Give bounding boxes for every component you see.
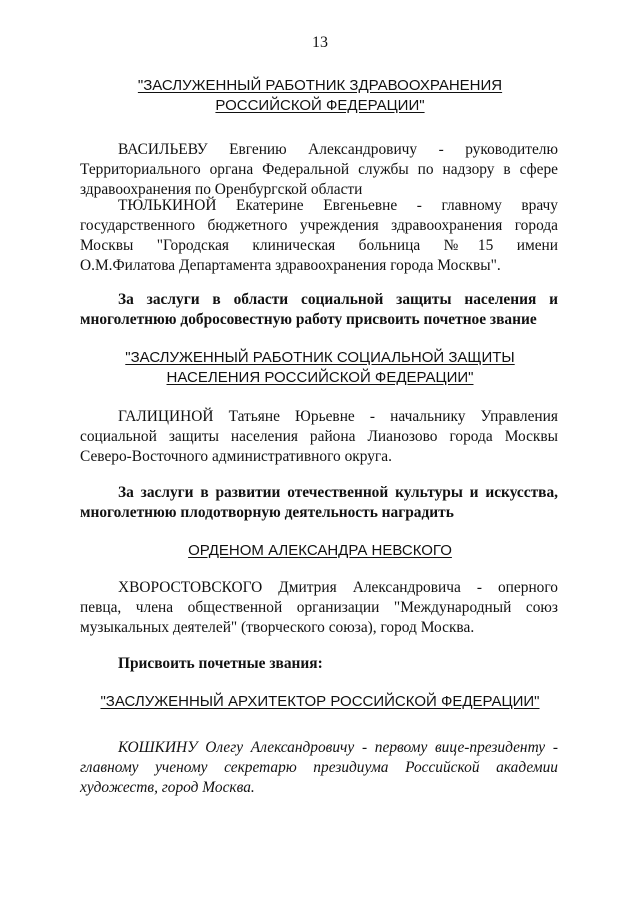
title-honored-architect: [70, 692, 570, 712]
heading-line: РОССИЙСКОЙ ФЕДЕРАЦИИ": [215, 97, 425, 114]
intro-social-protection: [80, 290, 558, 330]
text-line: Москвы "Городская клиническая больница №15 имени: [80, 237, 558, 254]
intro-honorary-titles: [80, 654, 558, 674]
page-number: 13: [312, 34, 328, 51]
text-line: За заслуги в развитии отечественной культуры и искусства,: [118, 484, 558, 501]
text-line: ХВОРОСТОВСКОГО Дмитрия Александровича - оперного: [118, 579, 558, 596]
text-line: здравоохранения по Оренбургской области: [80, 181, 363, 198]
text-line: многолетнюю добросовестную работу присвоить почетное звание: [80, 311, 537, 328]
intro-culture: [80, 483, 558, 523]
title-order-alexander-nevsky: [100, 541, 540, 561]
text-line: ВАСИЛЬЕВУ Евгению Александровичу - руководителю: [118, 141, 558, 158]
text-line: музыкальных деятелей" (творческого союза), город Москва.: [80, 619, 475, 636]
text-line: ГАЛИЦИНОЙ Татьяне Юрьевне - начальнику Управления: [118, 408, 558, 425]
text-line: ТЮЛЬКИНОЙ Екатерине Евгеньевне - главному врачу: [118, 197, 558, 214]
award-tyulkina: [80, 196, 558, 276]
heading-line: "ЗАСЛУЖЕННЫЙ РАБОТНИК СОЦИАЛЬНОЙ ЗАЩИТЫ: [125, 349, 515, 366]
text-line: Северо-Восточного административного округа.: [80, 448, 392, 465]
text-line: О.М.Филатова Департамента здравоохранения города Москвы".: [80, 257, 501, 274]
heading-line: НАСЕЛЕНИЯ РОССИЙСКОЙ ФЕДЕРАЦИИ": [166, 369, 474, 386]
award-vasilyev: [80, 140, 558, 200]
award-koshkin: [80, 738, 558, 798]
text-line: государственного бюджетного учреждения здравоохранения города: [80, 217, 558, 234]
text-line: КОШКИНУ Олегу Александровичу - первому вице-президенту -: [118, 739, 558, 756]
text-line: художеств, город Москва.: [80, 779, 255, 796]
heading-line: ОРДЕНОМ АЛЕКСАНДРА НЕВСКОГО: [188, 542, 452, 559]
text-line: Присвоить почетные звания:: [118, 655, 323, 672]
text-line: За заслуги в области социальной защиты населения и: [118, 291, 558, 308]
text-line: певца, члена общественной организации "Международный союз: [80, 599, 558, 616]
title-honored-health-worker: [100, 76, 540, 116]
text-line: многолетнюю плодотворную деятельность наградить: [80, 504, 454, 521]
award-hvorostovsky: [80, 578, 558, 638]
heading-line: "ЗАСЛУЖЕННЫЙ РАБОТНИК ЗДРАВООХРАНЕНИЯ: [137, 77, 503, 94]
text-line: социальной защиты населения района Лианозово города Москвы: [80, 428, 558, 445]
award-galitsina: [80, 407, 558, 467]
text-line: Территориального органа Федеральной службы по надзору в сфере: [80, 161, 558, 178]
title-honored-social-worker: [90, 348, 550, 388]
heading-line: "ЗАСЛУЖЕННЫЙ АРХИТЕКТОР РОССИЙСКОЙ ФЕДЕРАЦИИ": [100, 693, 540, 710]
text-line: главному ученому секретарю президиума Российской академии: [80, 759, 558, 776]
